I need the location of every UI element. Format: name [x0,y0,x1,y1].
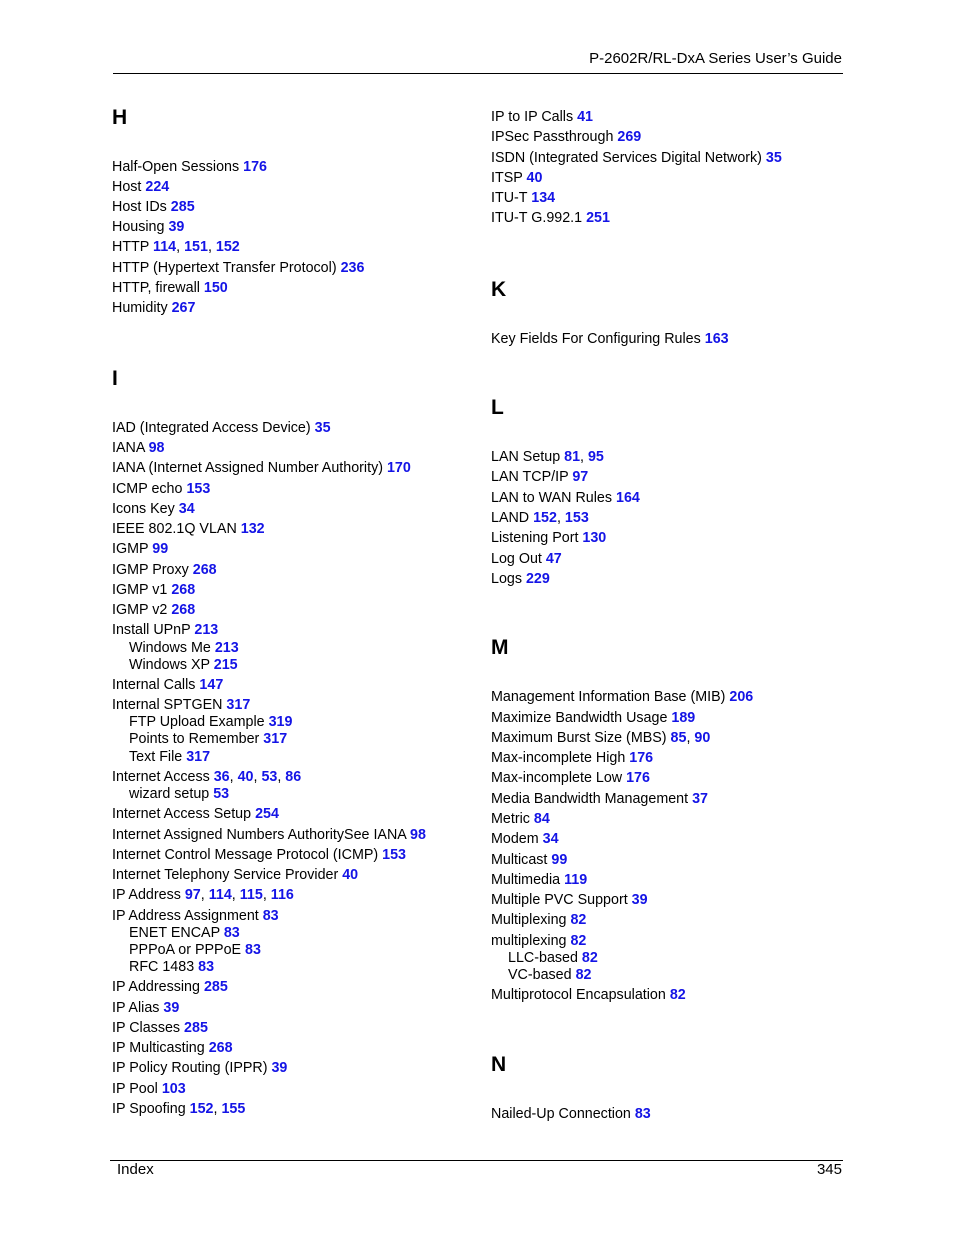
entry-term: IP Alias [112,1000,164,1016]
index-entry [112,561,217,579]
index-entry [112,886,294,904]
index-entry [112,621,218,639]
index-entry [112,459,411,477]
index-entry [491,550,562,568]
entry-term: HTTP [112,239,154,255]
entry-term: Metric [491,811,534,827]
page-link[interactable]: 81 [564,449,581,465]
page-link[interactable]: 84 [533,811,550,827]
index-entry [491,749,653,767]
entry-term: Maximum Burst Size (MBS) [491,730,671,746]
page-link[interactable]: 215 [213,657,238,673]
page-link[interactable]: 150 [203,280,228,296]
index-subentry [129,730,287,748]
index-entry [491,986,686,1004]
index-subentry [129,713,292,731]
page-link[interactable]: 268 [171,582,196,598]
index-subentry [129,924,240,942]
index-entry [491,448,604,466]
entry-term: Nailed-Up Connection [491,1106,635,1122]
entry-term: Internet Access Setup [112,806,256,822]
entry-term: Internet Control Message Protocol (ICMP) [112,847,383,863]
index-entry [112,907,279,925]
page-link[interactable]: 39 [631,892,648,908]
page-link[interactable]: 83 [245,942,261,958]
index-entry [112,520,265,538]
page-link[interactable]: 152 [215,239,240,255]
index-entry [491,709,695,727]
entry-term: Modem [491,831,543,847]
page-separator: , [556,510,565,526]
entry-term: Listening Port [491,530,583,546]
section-letter: K [491,278,507,301]
page-link[interactable]: 40 [237,769,254,785]
entry-term: IANA [112,440,149,456]
index-entry [112,866,358,884]
page-link[interactable]: 40 [526,170,543,186]
page-link[interactable]: 268 [171,602,196,618]
entry-term: FTP Upload Example [129,714,269,730]
section-letter: N [491,1053,507,1076]
index-entry [112,1080,186,1098]
entry-term: IGMP v1 [112,582,172,598]
page-link[interactable]: 37 [692,791,708,807]
page-link[interactable]: 285 [170,199,195,215]
entry-term: IGMP [112,541,153,557]
page-link[interactable]: 132 [240,521,265,537]
page-separator: , [213,1101,222,1117]
index-entry [491,570,550,588]
section-letter: M [491,636,509,659]
index-entry [112,999,179,1017]
page-link[interactable]: 53 [261,769,278,785]
index-entry [491,729,710,747]
entry-term: Housing [112,219,169,235]
index-entry [112,238,240,256]
page-link[interactable]: 53 [213,786,230,802]
entry-term: Maximize Bandwidth Usage [491,710,672,726]
index-subentry [129,748,210,766]
entry-term: LLC-based [508,950,582,966]
index-entry [112,768,301,786]
page-separator: , [176,239,185,255]
page-link[interactable]: 34 [178,501,195,517]
index-entry [112,480,210,498]
index-entry [112,198,195,216]
entry-term: HTTP (Hypertext Transfer Protocol) [112,260,341,276]
entry-term: HTTP, firewall [112,280,204,296]
page-link[interactable]: 85 [670,730,687,746]
entry-term: IP Multicasting [112,1040,209,1056]
index-entry [112,1039,233,1057]
entry-term: IP Addressing [112,979,204,995]
page-separator: , [231,887,240,903]
entry-term: IP Address [112,887,185,903]
page-separator: , [277,769,286,785]
page-link[interactable]: 39 [168,219,185,235]
page-link[interactable]: 115 [239,887,263,903]
page-link[interactable]: 254 [255,806,279,822]
index-entry [112,978,228,996]
index-entry [491,688,753,706]
entry-term: IP to IP Calls [491,109,578,125]
page-link[interactable]: 213 [194,622,219,638]
entry-term: IP Policy Routing (IPPR) [112,1060,272,1076]
page-link[interactable]: 90 [694,730,711,746]
page-link[interactable]: 317 [263,731,288,747]
page-separator: , [262,887,271,903]
index-entry [112,805,279,823]
entry-term: ITSP [491,170,527,186]
page-link[interactable]: 147 [199,677,224,693]
page-link[interactable]: 213 [214,640,239,656]
page-link[interactable]: 317 [186,749,211,765]
page-link[interactable]: 83 [198,959,215,975]
page-link[interactable]: 151 [184,239,208,255]
index-entry [112,279,228,297]
footer-page-number: 345 [816,1161,842,1178]
index-entry [491,871,587,889]
page-link[interactable]: 224 [145,179,170,195]
index-subentry [508,949,598,967]
page-link[interactable]: 319 [268,714,293,730]
page-link[interactable]: 83 [223,925,240,941]
index-entry [491,128,641,146]
page-link[interactable]: 130 [582,530,607,546]
page-link[interactable]: 39 [163,1000,180,1016]
index-entry [491,911,586,929]
entry-term: Internal Calls [112,677,200,693]
page-link[interactable]: 82 [570,933,587,949]
page-link[interactable]: 114 [208,887,232,903]
page-link[interactable]: 114 [153,239,177,255]
entry-term: IPSec Passthrough [491,129,618,145]
section-letter: I [112,367,118,390]
entry-term: IANA (Internet Assigned Number Authority) [112,460,387,476]
entry-term: IP Pool [112,1081,162,1097]
entry-term: Multimedia [491,872,565,888]
page-link[interactable]: 99 [551,852,568,868]
index-entry [491,1105,651,1123]
index-entry [491,891,648,909]
entry-term: RFC 1483 [129,959,199,975]
index-subentry [129,941,261,959]
index-subentry [129,785,229,803]
page-link[interactable]: 40 [342,867,359,883]
page-link[interactable]: 153 [564,510,589,526]
entry-term: Logs [491,571,526,587]
page-link[interactable]: 251 [586,210,610,226]
page-link[interactable]: 134 [531,190,556,206]
index-entry [112,1059,287,1077]
index-entry [112,540,168,558]
entry-term: VC-based [508,967,576,983]
entry-term: multiplexing [491,933,571,949]
index-entry [112,500,195,518]
entry-term: wizard setup [129,786,214,802]
page-link[interactable]: 82 [570,912,587,928]
index-entry [112,158,267,176]
entry-term: Install UPnP [112,622,195,638]
page-link[interactable]: 206 [729,689,754,705]
index-entry [491,189,555,207]
index-entry [491,108,593,126]
page-link[interactable]: 267 [171,300,196,316]
entry-term: Multiprotocol Encapsulation [491,987,670,1003]
entry-term: Multicast [491,852,552,868]
page-link[interactable]: 97 [572,469,589,485]
section-letter: H [112,106,128,129]
page-link[interactable]: 317 [226,697,251,713]
entry-term: IP Classes [112,1020,185,1036]
index-entry [491,468,588,486]
page-link[interactable]: 152 [189,1101,214,1117]
page-link[interactable]: 163 [704,331,729,347]
page-link[interactable]: 170 [386,460,411,476]
entry-term: IGMP Proxy [112,562,193,578]
entry-term: Half-Open Sessions [112,159,244,175]
page-link[interactable]: 82 [669,987,686,1003]
entry-term: ITU-T G.992.1 [491,210,587,226]
page-separator: , [207,239,216,255]
index-entry [491,790,708,808]
entry-term: IP Spoofing [112,1101,190,1117]
page-separator: , [200,887,209,903]
entry-term: Internet Telephony Service Provider [112,867,343,883]
index-entry [112,439,164,457]
entry-term: Humidity [112,300,172,316]
entry-term: IEEE 802.1Q VLAN [112,521,241,537]
page-link[interactable]: 116 [270,887,294,903]
entry-term: Host IDs [112,199,171,215]
page-link[interactable]: 285 [203,979,228,995]
index-entry [112,218,184,236]
page-link[interactable]: 269 [617,129,642,145]
page-link[interactable]: 176 [243,159,267,175]
page-link[interactable]: 155 [221,1101,246,1117]
index-entry [112,1100,245,1118]
entry-term: LAN to WAN Rules [491,490,616,506]
page-link[interactable]: 98 [148,440,165,456]
page-link[interactable]: 35 [765,150,782,166]
entry-term: IP Address Assignment [112,908,263,924]
index-entry [491,810,550,828]
page-link[interactable]: 236 [340,260,365,276]
index-entry [112,1019,208,1037]
page-link[interactable]: 97 [184,887,201,903]
page-link[interactable]: 153 [186,481,211,497]
index-entry [491,209,610,227]
index-entry [112,178,169,196]
index-entry [112,826,426,844]
index-subentry [129,958,214,976]
entry-term: Icons Key [112,501,179,517]
page-link[interactable]: 47 [545,551,562,567]
page-link[interactable]: 98 [410,827,426,843]
page-link[interactable]: 176 [629,750,654,766]
page-link[interactable]: 95 [587,449,604,465]
page-link[interactable]: 99 [152,541,169,557]
entry-term: ISDN (Integrated Services Digital Network) [491,150,766,166]
page-link[interactable]: 176 [626,770,650,786]
page-link[interactable]: 82 [575,967,592,983]
page-link[interactable]: 268 [192,562,217,578]
entry-term: LAN TCP/IP [491,469,573,485]
index-entry [491,169,542,187]
entry-term: Text File [129,749,187,765]
entry-term: Key Fields For Configuring Rules [491,331,705,347]
index-subentry [129,639,239,657]
page-link[interactable]: 164 [616,490,640,506]
page-link[interactable]: 36 [213,769,230,785]
entry-term: LAND [491,510,534,526]
footer-divider [110,1160,843,1161]
entry-term: Windows XP [129,657,214,673]
entry-term: ITU-T [491,190,532,206]
section-letter: L [491,396,504,419]
entry-term: Max-incomplete Low [491,770,627,786]
entry-term: Multiple PVC Support [491,892,632,908]
entry-term: IAD (Integrated Access Device) [112,420,315,436]
page-separator: , [580,449,588,465]
index-entry [112,259,364,277]
page-link[interactable]: 229 [525,571,550,587]
entry-term: LAN Setup [491,449,565,465]
index-entry [112,601,195,619]
page-link[interactable]: 103 [161,1081,186,1097]
index-entry [491,769,650,787]
index-entry [491,851,567,869]
entry-term: Host [112,179,146,195]
page-link[interactable]: 152 [533,510,557,526]
index-entry [112,696,250,714]
index-entry [491,830,559,848]
entry-term: Management Information Base (MIB) [491,689,730,705]
index-entry [491,529,606,547]
index-subentry [129,656,238,674]
index-entry [491,509,589,527]
index-entry [112,676,223,694]
page-link[interactable]: 86 [285,769,302,785]
entry-term: Log Out [491,551,546,567]
page-separator: , [253,769,262,785]
entry-term: ENET ENCAP [129,925,224,941]
page-link[interactable]: 153 [382,847,407,863]
index-entry [112,581,195,599]
entry-term: Max-incomplete High [491,750,630,766]
page-link[interactable]: 268 [208,1040,233,1056]
page-link[interactable]: 39 [271,1060,288,1076]
page-separator: , [229,769,238,785]
entry-term: Internet Assigned Numbers AuthoritySee IANA [112,827,411,843]
entry-term: Multiplexing [491,912,571,928]
page-header-title: P-2602R/RL-DxA Series User’s Guide [589,50,842,67]
entry-term: Internal SPTGEN [112,697,227,713]
page-link[interactable]: 189 [671,710,696,726]
page-link[interactable]: 34 [542,831,559,847]
entry-term: IGMP v2 [112,602,172,618]
index-entry [112,846,406,864]
page-link[interactable]: 119 [564,872,588,888]
entry-term: PPPoA or PPPoE [129,942,246,958]
entry-term: Windows Me [129,640,215,656]
index-subentry [508,966,591,984]
page-link[interactable]: 83 [634,1106,651,1122]
page-link[interactable]: 285 [184,1020,208,1036]
index-entry [112,299,195,317]
page-link[interactable]: 83 [262,908,279,924]
page-separator: , [686,730,695,746]
index-entry [491,489,640,507]
entry-term: Internet Access [112,769,214,785]
page-link[interactable]: 35 [314,420,331,436]
footer-section-label: Index [117,1161,154,1178]
page-link[interactable]: 82 [581,950,598,966]
index-entry [491,932,586,950]
index-entry [112,419,331,437]
index-entry [491,149,782,167]
header-divider [113,73,843,74]
entry-term: Media Bandwidth Management [491,791,693,807]
entry-term: ICMP echo [112,481,187,497]
page-link[interactable]: 41 [577,109,593,125]
entry-term: Points to Remember [129,731,264,747]
index-entry [491,330,729,348]
